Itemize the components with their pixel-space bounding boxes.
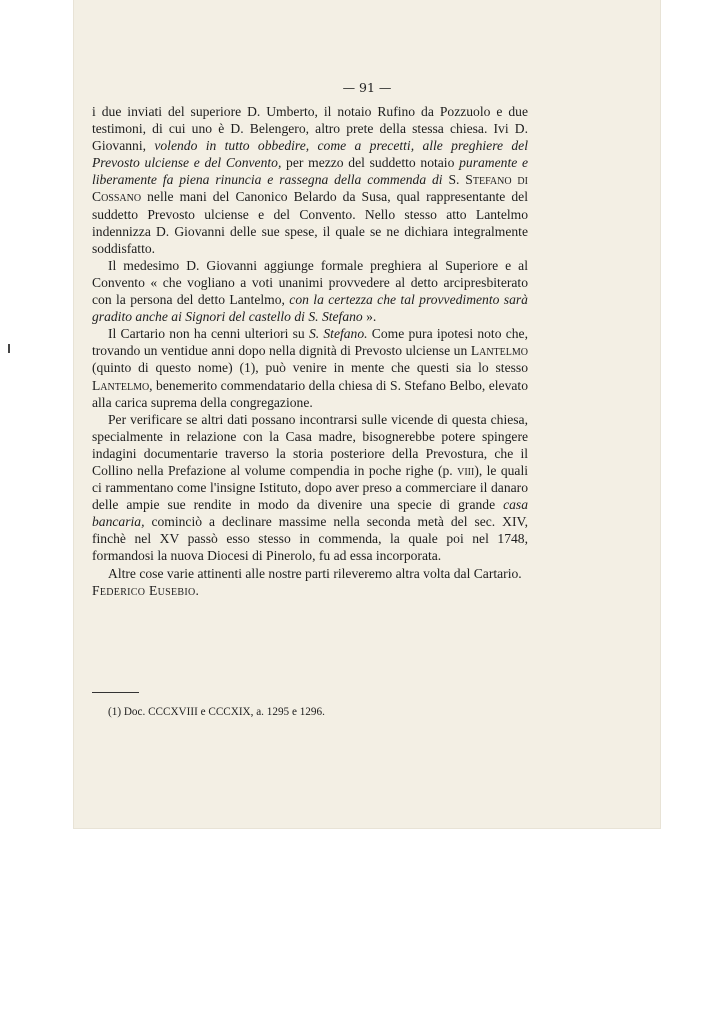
scan-mark	[8, 344, 10, 353]
smallcaps-run: Lantelmo,	[92, 377, 153, 393]
text-run: cominciò a declinare massime nella seconda metà del sec. XIV, finchè nel XV passò esso stesso in commenda, la quale poi nel 1748, formandosi la nuova Diocesi di Pinerolo, fu ad essa incorporata.	[92, 514, 528, 564]
italic-run: puramente e liberamente fa piena rinuncia e rassegna della commenda di	[92, 155, 528, 188]
smallcaps-run: Stefano di Cossano	[92, 172, 528, 205]
paragraph-2	[92, 257, 528, 325]
italic-run: casa bancaria,	[92, 497, 528, 530]
text-run: nelle mani del Canonico Belardo da Susa, qual rappresentante del suddetto Prevosto ulciense e del Convento. Nello stesso atto Lantelmo indennizza D. Giovanni delle sue spese, il quale se ne dichiara integralmente soddisfatto.	[92, 189, 528, 256]
text-run: Come pura ipotesi noto che, trovando un ventidue anni dopo nella dignità di Prevosto ulciense un	[92, 326, 528, 359]
text-run: Per verificare se altri dati possano incontrarsi sulle vicende di questa chiesa, specialmente in relazione con la Casa madre, bisognerebbe potere spingere indagini documentarie traverso la storia posteriore della Prevostura, che il Collino nella Prefazione al volume compendia in poche righe (p.	[92, 411, 528, 478]
paragraph-5	[92, 565, 528, 582]
author-signature: Federico Eusebio.	[92, 582, 200, 598]
text-run: (quinto di questo nome) (1), può venire in mente che questi sia lo stesso	[92, 360, 528, 376]
text-run: S.	[442, 172, 466, 188]
text-run: i due inviati del superiore D. Umberto, il notaio Rufino da Pozzuolo e due testimoni, di cui uno è D. Belengero, altro prete della stessa chiesa. Ivi D. Giovanni,	[92, 104, 528, 154]
smallcaps-run: viii	[457, 462, 475, 478]
italic-run: S. Stefano.	[308, 326, 368, 342]
text-run: Il medesimo D. Giovanni aggiunge formale preghiera al Superiore e al Convento « che vogliano a voti unanimi provvedere al detto arcipresbiterato con la persona del detto Lantelmo,	[92, 257, 528, 308]
text-run: Il Cartario non ha cenni ulteriori su	[108, 326, 309, 342]
paragraph-3	[92, 325, 528, 410]
italic-run: volendo in tutto obbedire, come a precetti, alle preghiere del Prevosto ulciense e del Convento,	[92, 138, 528, 171]
footnote-rule	[92, 692, 139, 693]
paragraph-4	[92, 411, 528, 565]
text-run: per mezzo del suddetto notaio	[281, 155, 460, 171]
footnote: (1) Doc. CCCXVIII e CCCXIX, a. 1295 e 1296.	[108, 706, 325, 718]
text-run: Altre cose varie attinenti alle nostre parti rileveremo altra volta dal Cartario.	[108, 565, 522, 581]
text-run: ), le quali ci rammentano come l'insigne Istituto, dopo aver preso a commerciare il danaro delle ampie sue rendite in modo da divenire una specie di grande	[92, 462, 528, 513]
smallcaps-run: Lantelmo	[470, 343, 528, 359]
italic-run: con la certezza che tal provvedimento sarà gradito anche ai Signori del castello di S. Stefano	[92, 292, 528, 325]
page-number: — 91 —	[342, 80, 392, 95]
text-run: benemerito commendatario della chiesa di S. Stefano Belbo, elevato alla carica suprema della congregazione.	[92, 377, 528, 410]
paragraph-1	[92, 103, 528, 257]
page-body	[92, 103, 528, 599]
text-run: ».	[362, 309, 377, 325]
